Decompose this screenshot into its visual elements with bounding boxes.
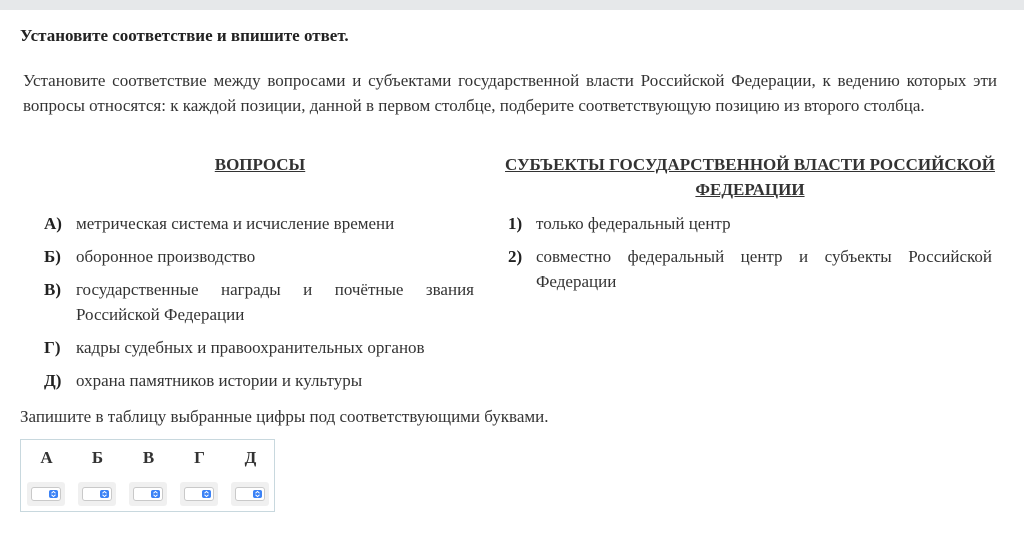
chevron-up-down-icon <box>151 490 160 498</box>
answer-column-header: Б <box>91 448 104 467</box>
answer-column <box>72 440 123 511</box>
answer-table <box>20 439 275 512</box>
answer-select[interactable] <box>180 482 218 506</box>
question-text: государственные награды и почётные звания Российской Федерации <box>76 280 474 324</box>
chevron-up-down-icon <box>49 490 58 498</box>
answer-column-header: А <box>40 448 53 467</box>
question-letter: В) <box>44 280 61 299</box>
subject-text: совместно федеральный центр и субъекты Российской Федерации <box>536 247 992 291</box>
answer-select-field[interactable] <box>184 487 214 501</box>
answer-select-field[interactable] <box>235 487 265 501</box>
subject-item <box>508 211 992 236</box>
question-text: кадры судебных и правоохранительных органов <box>76 338 425 357</box>
answer-column <box>225 440 276 511</box>
chevron-up-down-icon <box>202 490 211 498</box>
top-bar <box>0 0 1024 10</box>
answer-select-field[interactable] <box>133 487 163 501</box>
answer-select[interactable] <box>231 482 269 506</box>
answer-select[interactable] <box>78 482 116 506</box>
answer-column-header: Д <box>244 448 257 467</box>
answer-column <box>21 440 72 511</box>
question-letter: Д) <box>44 371 62 390</box>
subject-number: 2) <box>508 247 523 266</box>
questions-header: ВОПРОСЫ <box>214 155 306 174</box>
answer-column <box>123 440 174 511</box>
question-item <box>44 368 474 393</box>
answer-select-field[interactable] <box>31 487 61 501</box>
chevron-up-down-icon <box>100 490 109 498</box>
answer-select[interactable] <box>27 482 65 506</box>
question-text: оборонное производство <box>76 247 256 266</box>
task-title: Установите соответствие и впишите ответ. <box>20 26 349 45</box>
subject-item <box>508 244 992 294</box>
answer-instruction: Запишите в таблицу выбранные цифры под соответствующими буквами. <box>20 407 549 426</box>
question-item <box>44 244 474 269</box>
question-item <box>44 211 474 236</box>
question-letter: Г) <box>44 338 61 357</box>
answer-column-header: В <box>142 448 155 467</box>
question-letter: А) <box>44 214 62 233</box>
subject-number: 1) <box>508 214 523 233</box>
answer-select-field[interactable] <box>82 487 112 501</box>
subjects-header: СУБЪЕКТЫ ГОСУДАРСТВЕННОЙ ВЛАСТИ РОССИЙСКОЙ ФЕДЕРАЦИИ <box>505 155 995 199</box>
task-intro: Установите соответствие между вопросами и субъектами государственной власти Российской Федерации, к ведению которых эти вопросы относятся: к каждой позиции, данной в первом столбце, подберите соответствующую позицию из второго столбца. <box>23 71 997 115</box>
answer-column-header: Г <box>194 448 205 467</box>
question-item <box>44 335 474 360</box>
answer-column <box>174 440 225 511</box>
question-item <box>44 277 474 327</box>
chevron-up-down-icon <box>253 490 262 498</box>
question-text: метрическая система и исчисление времени <box>76 214 395 233</box>
question-text: охрана памятников истории и культуры <box>76 371 363 390</box>
answer-select[interactable] <box>129 482 167 506</box>
subject-text: только федеральный центр <box>536 214 731 233</box>
question-letter: Б) <box>44 247 61 266</box>
